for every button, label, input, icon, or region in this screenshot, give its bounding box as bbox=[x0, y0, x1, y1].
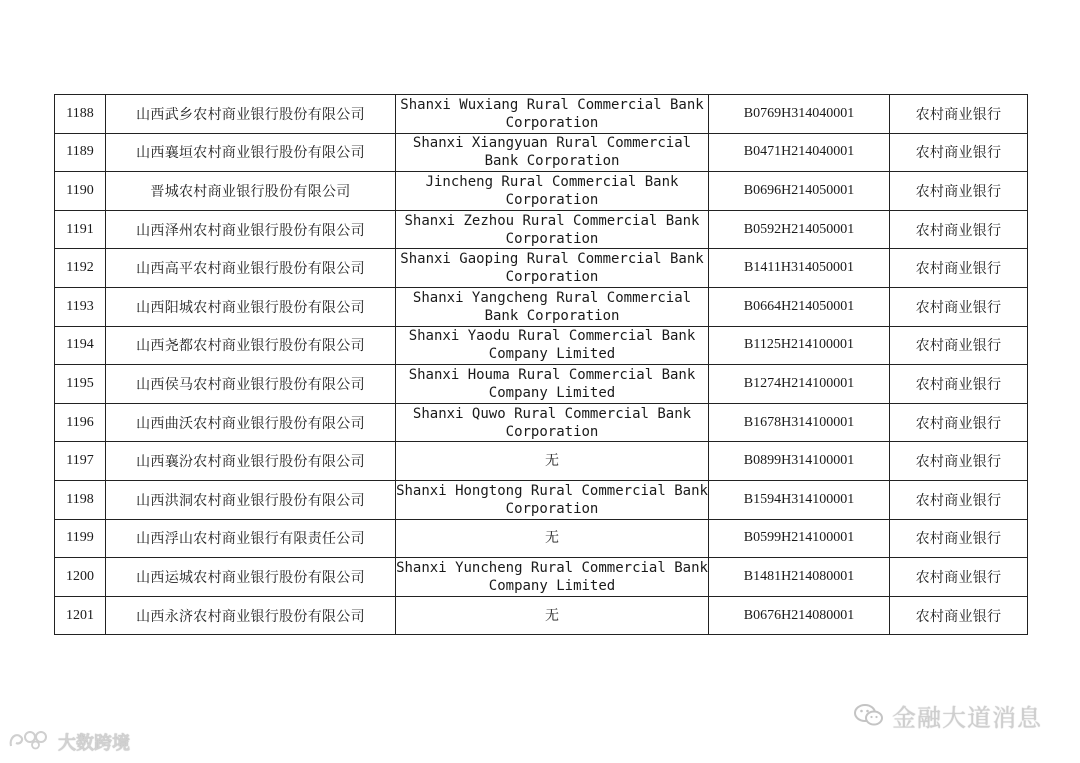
cell-chinese-name: 山西阳城农村商业银行股份有限公司 bbox=[106, 287, 396, 326]
watermark-right-text: 金融大道消息 bbox=[892, 703, 1042, 732]
cell-serial-number: 1196 bbox=[55, 403, 106, 442]
cell-chinese-name: 山西高平农村商业银行股份有限公司 bbox=[106, 249, 396, 288]
cell-english-name: Shanxi Zezhou Rural Commercial Bank Corporation bbox=[396, 210, 709, 249]
cell-serial-number: 1198 bbox=[55, 480, 106, 519]
cell-institution-type: 农村商业银行 bbox=[890, 287, 1028, 326]
cell-english-name: Shanxi Houma Rural Commercial Bank Company Limited bbox=[396, 365, 709, 404]
cell-english-name: 无 bbox=[396, 442, 709, 481]
cell-chinese-name: 山西泽州农村商业银行股份有限公司 bbox=[106, 210, 396, 249]
cell-serial-number: 1191 bbox=[55, 210, 106, 249]
cell-institution-code: B0769H314040001 bbox=[709, 95, 890, 134]
cell-serial-number: 1190 bbox=[55, 172, 106, 211]
table-row bbox=[55, 249, 1028, 288]
cell-institution-code: B0664H214050001 bbox=[709, 287, 890, 326]
table-row bbox=[55, 326, 1028, 365]
cell-serial-number: 1195 bbox=[55, 365, 106, 404]
cell-institution-type: 农村商业银行 bbox=[890, 133, 1028, 172]
cell-institution-code: B1411H314050001 bbox=[709, 249, 890, 288]
cell-institution-type: 农村商业银行 bbox=[890, 326, 1028, 365]
cell-institution-code: B1481H214080001 bbox=[709, 558, 890, 597]
cell-chinese-name: 晋城农村商业银行股份有限公司 bbox=[106, 172, 396, 211]
table-row bbox=[55, 442, 1028, 481]
cell-english-name: 无 bbox=[396, 519, 709, 558]
table-row bbox=[55, 133, 1028, 172]
wechat-icon bbox=[854, 703, 884, 727]
table-row bbox=[55, 596, 1028, 635]
cell-chinese-name: 山西尧都农村商业银行股份有限公司 bbox=[106, 326, 396, 365]
watermark-left-text: 大数跨境 bbox=[58, 733, 130, 754]
cell-serial-number: 1199 bbox=[55, 519, 106, 558]
cell-english-name: Shanxi Yaodu Rural Commercial Bank Company Limited bbox=[396, 326, 709, 365]
cell-chinese-name: 山西洪洞农村商业银行股份有限公司 bbox=[106, 480, 396, 519]
cell-institution-type: 农村商业银行 bbox=[890, 403, 1028, 442]
cell-serial-number: 1192 bbox=[55, 249, 106, 288]
table-row bbox=[55, 210, 1028, 249]
watermark-left bbox=[8, 728, 130, 756]
cell-english-name: Shanxi Xiangyuan Rural Commercial Bank Corporation bbox=[396, 133, 709, 172]
cell-institution-type: 农村商业银行 bbox=[890, 172, 1028, 211]
table-row bbox=[55, 172, 1028, 211]
cell-institution-code: B0696H214050001 bbox=[709, 172, 890, 211]
table-row bbox=[55, 519, 1028, 558]
cell-serial-number: 1197 bbox=[55, 442, 106, 481]
brand-logo-icon bbox=[8, 728, 54, 756]
cell-institution-code: B1125H214100001 bbox=[709, 326, 890, 365]
table-row bbox=[55, 403, 1028, 442]
cell-chinese-name: 山西浮山农村商业银行有限责任公司 bbox=[106, 519, 396, 558]
cell-serial-number: 1188 bbox=[55, 95, 106, 134]
watermark-right bbox=[854, 698, 1042, 732]
cell-chinese-name: 山西侯马农村商业银行股份有限公司 bbox=[106, 365, 396, 404]
table-body bbox=[55, 95, 1028, 635]
cell-institution-type: 农村商业银行 bbox=[890, 365, 1028, 404]
cell-institution-code: B1594H314100001 bbox=[709, 480, 890, 519]
cell-institution-code: B0899H314100001 bbox=[709, 442, 890, 481]
cell-serial-number: 1194 bbox=[55, 326, 106, 365]
cell-serial-number: 1201 bbox=[55, 596, 106, 635]
cell-institution-type: 农村商业银行 bbox=[890, 519, 1028, 558]
table-row bbox=[55, 558, 1028, 597]
cell-institution-type: 农村商业银行 bbox=[890, 558, 1028, 597]
cell-institution-code: B1678H314100001 bbox=[709, 403, 890, 442]
cell-english-name: Shanxi Yangcheng Rural Commercial Bank Corporation bbox=[396, 287, 709, 326]
cell-serial-number: 1189 bbox=[55, 133, 106, 172]
cell-chinese-name: 山西运城农村商业银行股份有限公司 bbox=[106, 558, 396, 597]
cell-serial-number: 1200 bbox=[55, 558, 106, 597]
cell-chinese-name: 山西襄垣农村商业银行股份有限公司 bbox=[106, 133, 396, 172]
cell-chinese-name: 山西曲沃农村商业银行股份有限公司 bbox=[106, 403, 396, 442]
cell-institution-code: B0471H214040001 bbox=[709, 133, 890, 172]
table-row bbox=[55, 287, 1028, 326]
cell-english-name: Shanxi Yuncheng Rural Commercial Bank Company Limited bbox=[396, 558, 709, 597]
cell-institution-type: 农村商业银行 bbox=[890, 249, 1028, 288]
cell-serial-number: 1193 bbox=[55, 287, 106, 326]
cell-english-name: Jincheng Rural Commercial Bank Corporation bbox=[396, 172, 709, 211]
cell-institution-type: 农村商业银行 bbox=[890, 95, 1028, 134]
cell-institution-code: B0676H214080001 bbox=[709, 596, 890, 635]
cell-institution-code: B0592H214050001 bbox=[709, 210, 890, 249]
table-row bbox=[55, 480, 1028, 519]
cell-institution-type: 农村商业银行 bbox=[890, 442, 1028, 481]
table-row bbox=[55, 95, 1028, 134]
cell-institution-type: 农村商业银行 bbox=[890, 596, 1028, 635]
cell-chinese-name: 山西永济农村商业银行股份有限公司 bbox=[106, 596, 396, 635]
cell-english-name: Shanxi Hongtong Rural Commercial Bank Corporation bbox=[396, 480, 709, 519]
cell-institution-type: 农村商业银行 bbox=[890, 210, 1028, 249]
table-row bbox=[55, 365, 1028, 404]
cell-institution-code: B1274H214100001 bbox=[709, 365, 890, 404]
cell-english-name: Shanxi Wuxiang Rural Commercial Bank Corporation bbox=[396, 95, 709, 134]
cell-institution-code: B0599H214100001 bbox=[709, 519, 890, 558]
cell-institution-type: 农村商业银行 bbox=[890, 480, 1028, 519]
cell-chinese-name: 山西襄汾农村商业银行股份有限公司 bbox=[106, 442, 396, 481]
cell-english-name: 无 bbox=[396, 596, 709, 635]
cell-english-name: Shanxi Gaoping Rural Commercial Bank Corporation bbox=[396, 249, 709, 288]
cell-chinese-name: 山西武乡农村商业银行股份有限公司 bbox=[106, 95, 396, 134]
bank-registry-table bbox=[54, 94, 1028, 635]
cell-english-name: Shanxi Quwo Rural Commercial Bank Corporation bbox=[396, 403, 709, 442]
